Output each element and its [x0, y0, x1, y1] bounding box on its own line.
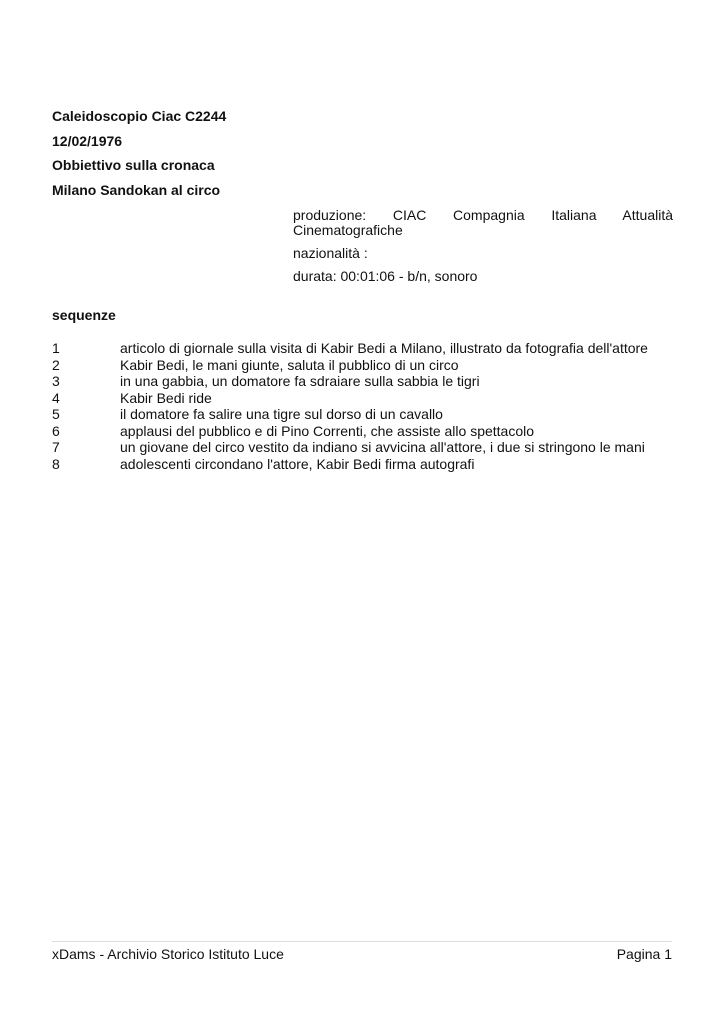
series-code: Caleidoscopio Ciac C2244: [52, 108, 227, 124]
sequence-row: [52, 340, 682, 357]
sequence-number: 3: [52, 373, 60, 389]
sequence-description: applausi del pubblico e di Pino Correnti, che assiste allo spettacolo: [120, 422, 535, 439]
sequence-list: [52, 340, 682, 472]
sequence-number: 7: [52, 439, 60, 455]
sequence-number: 5: [52, 406, 60, 422]
sequence-row: [52, 373, 682, 390]
release-date: 12/02/1976: [52, 132, 123, 149]
sequence-number: 8: [52, 455, 60, 472]
sequence-description: adolescenti circondano l'attore, Kabir Bedi firma autografi: [120, 455, 475, 472]
duration-info: durata: 00:01:06 - b/n, sonoro: [293, 268, 478, 284]
document-title: Milano Sandokan al circo: [52, 181, 221, 198]
category-title: Obbiettivo sulla cronaca: [52, 157, 215, 173]
sequence-description: articolo di giornale sulla visita di Kabir Bedi a Milano, illustrato da fotografia dell'attore: [120, 340, 648, 356]
sequence-number: 4: [52, 389, 60, 406]
nationality-info: nazionalità :: [293, 245, 368, 261]
production-info: produzione: CIAC Compagnia Italiana Attualità Cinematografiche: [293, 207, 673, 238]
page-number: Pagina 1: [616, 946, 672, 962]
sequence-description: Kabir Bedi ride: [120, 389, 212, 406]
document-header: [52, 108, 452, 206]
footer-archive-name: xDams - Archivio Storico Istituto Luce: [52, 946, 284, 962]
sequence-number: 1: [52, 340, 60, 356]
sequence-number: 6: [52, 422, 60, 439]
sequence-row: [52, 423, 682, 440]
metadata-block: [293, 208, 673, 284]
sequence-row: [52, 456, 682, 473]
sequence-description: in una gabbia, un domatore fa sdraiare sulla sabbia le tigri: [120, 373, 480, 389]
sequence-description: Kabir Bedi, le mani giunte, saluta il pubblico di un circo: [120, 356, 459, 373]
sequences-heading: sequenze: [52, 307, 116, 323]
sequence-row: [52, 439, 682, 456]
sequence-row: [52, 357, 682, 374]
footer-divider: [52, 941, 672, 942]
sequence-description: un giovane del circo vestito da indiano si avvicina all'attore, i due si stringono le mani: [120, 439, 645, 455]
sequence-row: [52, 406, 682, 423]
sequence-description: il domatore fa salire una tigre sul dorso di un cavallo: [120, 406, 443, 422]
sequence-row: [52, 390, 682, 407]
sequence-number: 2: [52, 356, 60, 373]
